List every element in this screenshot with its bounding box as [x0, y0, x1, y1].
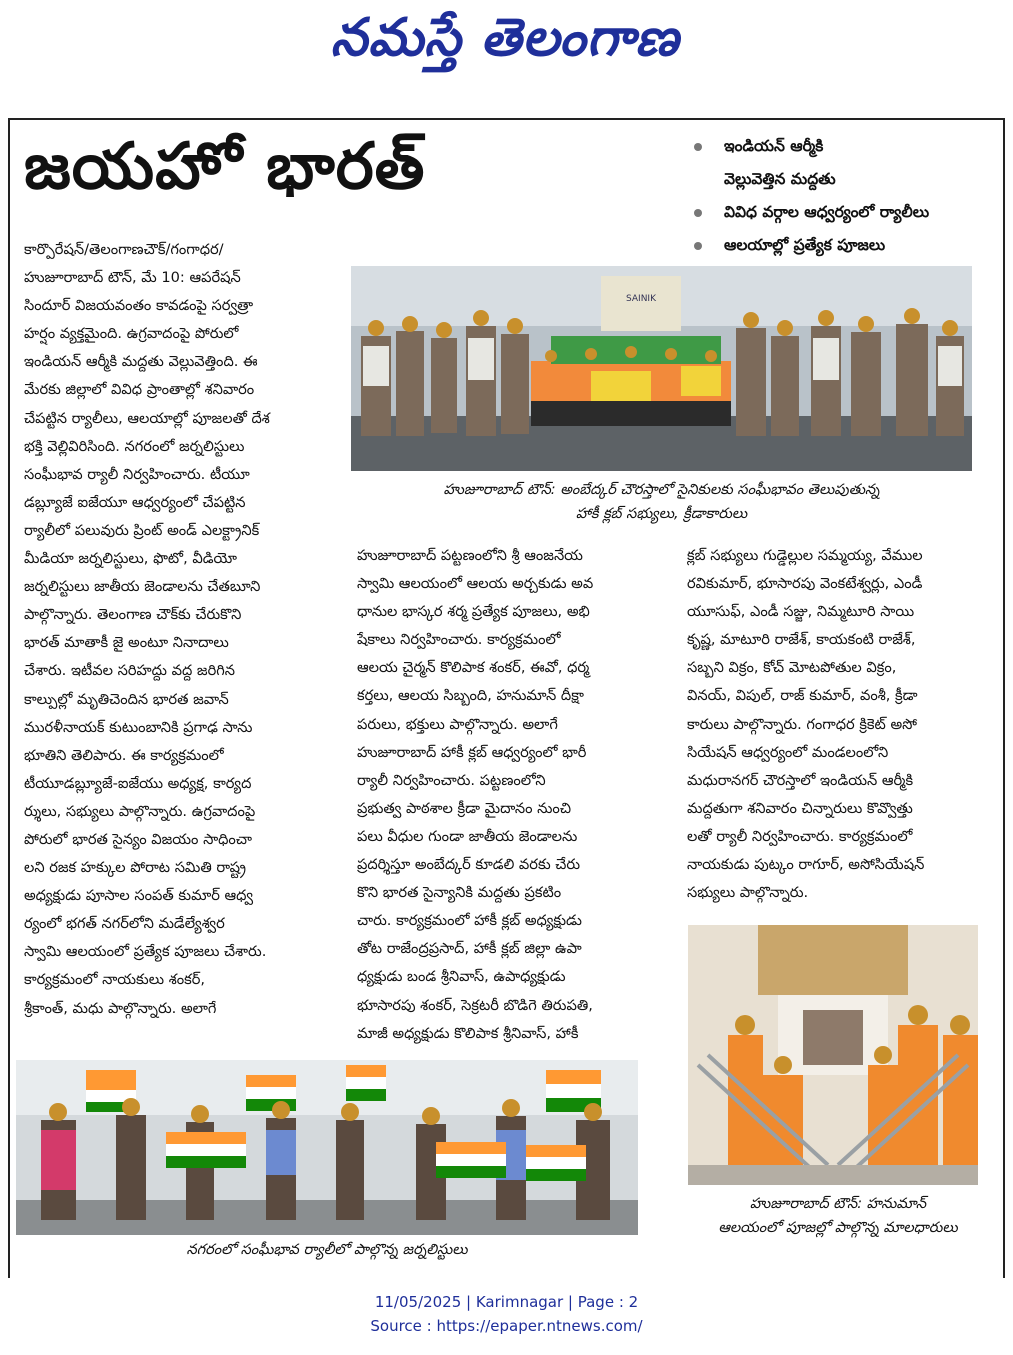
bullet-icon — [694, 242, 702, 250]
body-column-3 — [687, 542, 987, 907]
body-line: లతో ర్యాలీ నిర్వహించారు. కార్యక్రమంలో — [687, 827, 913, 845]
body-line: హుజూరాబాద్ హాకీ క్లబ్ ఆధ్వర్యంలో భారీ — [357, 743, 587, 761]
photo-journalists-rally — [16, 1060, 638, 1235]
body-line: హుజూరాబాద్ పట్టణంలోని శ్రీ ఆంజనేయ — [357, 547, 583, 564]
body-line: లని రజక హక్కుల పోరాట సమితి రాష్ట్ర — [24, 859, 246, 877]
body-line: తోట రాజేంద్రప్రసాద్, హాకీ క్లబ్ జిల్లా ఉపా — [357, 940, 582, 958]
photo3-caption: హుజూరాబాద్ టౌన్: హనుమాన్ ఆలయంలో పూజల్లో పాల్గొన్న మాలధారులు — [718, 1196, 958, 1236]
body-line: మధురానగర్ చౌరస్తాలో ఇండియన్ ఆర్మీకి — [687, 771, 914, 789]
body-line: పరులు, భక్తులు పాల్గొన్నారు. అలాగే — [357, 715, 558, 733]
body-line: ర్యాలీలో పలువురు ప్రింట్ అండ్ ఎలక్ట్రానిక్ — [24, 521, 260, 539]
photo-hockey-club-rally — [351, 266, 972, 471]
body-line: మాజీ అధ్యక్షుడు కొలిపాక శ్రీనివాస్, హాకీ — [357, 1024, 579, 1042]
body-line: డబ్ల్యూజే ఐజేయూ ఆధ్వర్యంలో చేపట్టిన — [24, 493, 246, 511]
highlight-item: వివిధ వర్గాల ఆధ్వర్యంలో ర్యాలీలు — [688, 196, 998, 229]
photo1-caption: హుజూరాబాద్ టౌన్: అంబేద్కర్ చౌరస్తాలో సైనికులకు సంఘీభావం తెలుపుతున్న హాకీ క్లబ్ సభ్యులు, క్రీడాకారులు — [443, 482, 880, 522]
body-line: షేకాలు నిర్వహించారు. కార్యక్రమంలో — [357, 631, 561, 649]
body-line: అధ్యక్షుడు పూసాల సంపత్ కుమార్ ఆధ్వ — [24, 887, 254, 905]
body-line: యూసుఫ్, ఎండీ సజ్జు, నిమ్మటూరి సాయి — [687, 603, 915, 621]
body-line: ప్రదర్శిస్తూ అంబేద్కర్ కూడలి వరకు చేరు — [357, 856, 581, 874]
photo-banner-text: SAINIK — [626, 294, 656, 304]
footer — [0, 1290, 1013, 1338]
body-line: కార్పొరేషన్/తెలంగాణచౌక్/గంగాధర/ — [24, 241, 224, 258]
body-line: ర్యంలో భగత్ నగర్‌లోని మడేల్యేశ్వర — [24, 915, 225, 933]
photo-temple-puja — [688, 925, 978, 1185]
body-line: సంఘీభావ ర్యాలీ నిర్వహించారు. టీయూ — [24, 465, 250, 483]
body-column-1 — [24, 236, 344, 1023]
bullet-icon — [694, 143, 702, 151]
body-line: భూసారపు శంకర్, సెక్రటరీ బొడిగె తిరుపతి, — [357, 996, 593, 1014]
body-line: కార్యక్రమంలో నాయకులు శంకర్, — [24, 971, 206, 989]
body-line: టీయూడబ్ల్యూజే-ఐజేయు అధ్యక్ష, కార్యద — [24, 774, 252, 792]
body-line: చారు. కార్యక్రమంలో హాకీ క్లబ్ అధ్యక్షుడు — [357, 912, 582, 930]
body-line: భక్తి వెల్లివిరిసింది. నగరంలో జర్నలిస్టులు — [24, 437, 245, 455]
body-line: శ్రీకాంత్, మధు పాల్గొన్నారు. అలాగే — [24, 999, 217, 1017]
body-line: పోరులో భారత సైన్యం విజయం సాధించా — [24, 830, 252, 848]
footer-source: Source : https://epaper.ntnews.com/ — [370, 1317, 643, 1335]
body-line: మురళీనాయక్ కుటుంబానికి ప్రగాఢ సాను — [24, 718, 253, 736]
headline: జయహో భారత్ — [24, 130, 426, 204]
body-line: ధ్యక్షుడు బండ శ్రీనివాస్, ఉపాధ్యక్షుడు — [357, 968, 566, 986]
body-line: చేపట్టిన ర్యాలీలు, ఆలయాల్లో పూజలతో దేశ — [24, 409, 270, 427]
body-line: సబ్బని విక్రం, కోచ్ మోటపోతుల విక్రం, — [687, 659, 897, 677]
body-line: భారత్ మాతాకీ జై అంటూ నినాదాలు — [24, 634, 229, 652]
body-line: వినయ్, విపుల్, రాజ్ కుమార్, వంశీ, క్రీడా — [687, 687, 918, 705]
body-line: మేరకు జిల్లాలో వివిధ ప్రాంతాల్లో శనివారం — [24, 381, 255, 399]
body-line: సిందూర్ విజయవంతం కావడంపై సర్వత్రా — [24, 297, 254, 315]
body-line: క్లబ్ సభ్యులు గుడ్డెల్లుల సమ్మయ్య, వేముల — [687, 547, 923, 564]
body-line: సభ్యులు పాల్గొన్నారు. — [687, 884, 809, 902]
body-line: కొని భారత సైన్యానికి మద్దతు ప్రకటిం — [357, 884, 562, 902]
body-line: ఆలయ చైర్మన్ కొలిపాక శంకర్, ఈవో, ధర్మ — [357, 659, 590, 677]
body-line: పలు వీధుల గుండా జాతీయ జెండాలను — [357, 827, 578, 845]
masthead — [0, 0, 1013, 110]
body-line: ర్శులు, సభ్యులు పాల్గొన్నారు. ఉగ్రవాదంపై — [24, 802, 256, 820]
body-line: భూతిని తెలిపారు. ఈ కార్యక్రమంలో — [24, 746, 224, 764]
body-line: ధానుల భాస్కర శర్మ ప్రత్యేక పూజలు, అభి — [357, 603, 590, 621]
body-line: నాయకుడు పుట్కం రాగూర్, అసోసియేషన్ — [687, 856, 925, 874]
body-line: ప్రభుత్వ పాఠశాల క్రీడా మైదానం నుంచి — [357, 799, 571, 817]
body-line: స్వామి ఆలయంలో ఆలయ అర్చకుడు అవ — [357, 575, 594, 593]
body-line: జర్నలిస్టులు జాతీయ జెండాలను చేతబూని — [24, 578, 261, 596]
highlights-list — [688, 130, 998, 262]
body-line: కారులు పాల్గొన్నారు. గంగాధర క్రికెట్ అసో — [687, 715, 917, 733]
body-line: కర్తలు, ఆలయ సిబ్బంది, హనుమాన్ దీక్షా — [357, 687, 584, 705]
body-line: కృష్ణ, మాటూరి రాజేశ్, కాయకంటి రాజేశ్, — [687, 631, 916, 649]
body-line: కాల్పుల్లో మృతిచెందిన భారత జవాన్ — [24, 690, 229, 708]
body-line: పాల్గొన్నారు. తెలంగాణ చౌక్‌కు చేరుకొని — [24, 606, 242, 624]
highlight-item: ఇండియన్ ఆర్మీకి — [688, 130, 998, 163]
highlight-item-continued: వెల్లువెత్తిన మద్దతు — [724, 170, 836, 188]
body-line: ఇండియన్ ఆర్మీకి మద్దతు వెల్లువెత్తింది. ఈ — [24, 353, 258, 371]
body-line: రవికుమార్, భూసారపు వెంకటేశ్వర్లు, ఎండీ — [687, 575, 923, 593]
body-column-2 — [357, 542, 642, 1048]
body-line: హుజూరాబాద్ టౌన్, మే 10: ఆపరేషన్ — [24, 269, 241, 287]
body-line: హర్షం వ్యక్తమైంది. ఉగ్రవాదంపై పోరులో — [24, 325, 239, 343]
body-line: మద్దతుగా శనివారం చిన్నారులు కొవ్వొత్తు — [687, 799, 913, 817]
body-line: మీడియా జర్నలిస్టులు, ఫొటో, వీడియో — [24, 550, 237, 568]
photo2-caption: నగరంలో సంఘీభావ ర్యాలీలో పాల్గొన్న జర్నలిస్టులు — [186, 1242, 468, 1258]
body-line: ర్యాలీ నిర్వహించారు. పట్టణంలోని — [357, 771, 546, 789]
bullet-icon — [694, 209, 702, 217]
body-line: స్వామి ఆలయంలో ప్రత్యేక పూజలు చేశారు. — [24, 943, 267, 961]
body-line: చేశారు. ఇటీవల సరిహద్దు వద్ద జరిగిన — [24, 662, 235, 680]
newspaper-logo: నమస్తే తెలంగాణ — [330, 8, 680, 68]
footer-date-edition: 11/05/2025 | Karimnagar | Page : 2 — [374, 1293, 639, 1311]
highlight-item: ఆలయాల్లో ప్రత్యేక పూజలు — [688, 229, 998, 262]
body-line: సియేషన్ ఆధ్వర్యంలో మండలంలోని — [687, 743, 889, 761]
